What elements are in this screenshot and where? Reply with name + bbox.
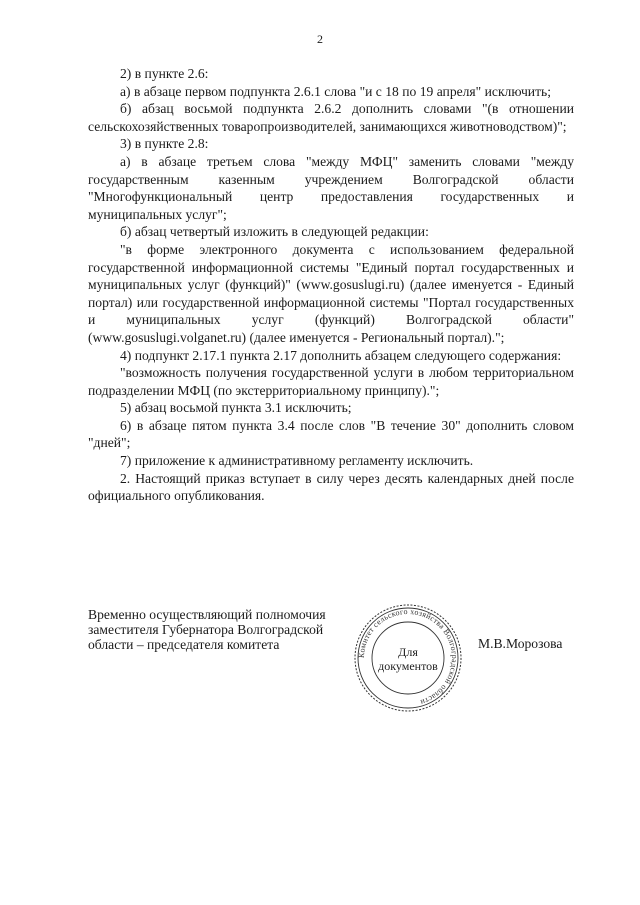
seal-center-text-2: документов (378, 659, 438, 673)
official-seal (352, 602, 464, 714)
seal-center-text-1: Для (398, 645, 418, 659)
signatory-position-line: заместителя Губернатора Волгоградской (88, 622, 324, 637)
paragraph: 5) абзац восьмой пункта 3.1 исключить; (120, 400, 352, 416)
paragraph: "в форме электронного документа с использованием федеральной государственной информационной системы "Единый портал государственных и муниципальных услуг (функций)" (www.gosuslugi.ru) (далее именуется - Единый портал) или государственной информационной системы "Портал государственных и муниципальных услуг (функций) Волгоградской области" (www.gosuslugi.volganet.ru) (далее именуется - Региональный портал)."; (88, 241, 574, 345)
signatory-position-line: Временно осуществляющий полномочия (88, 607, 326, 622)
paragraph: а) в абзаце первом подпункта 2.6.1 слова "и с 18 по 19 апреля" исключить; (120, 83, 551, 99)
signatory-position (88, 607, 378, 652)
paragraph: 2. Настоящий приказ вступает в силу через десять календарных дней после официального опубликования. (88, 470, 574, 504)
paragraph: 6) в абзаце пятом пункта 3.4 после слов "В течение 30" дополнить словом "дней"; (88, 417, 574, 451)
paragraph: б) абзац четвертый изложить в следующей редакции: (120, 224, 429, 240)
signatory-name: М.В.Морозова (478, 636, 563, 651)
paragraph: "возможность получения государственной услуги в любом территориальном подразделении МФЦ (по экстерриториальному принципу)."; (88, 365, 574, 398)
paragraph: 2) в пункте 2.6: (120, 66, 209, 81)
document-body (88, 65, 574, 505)
page-number: 2 (317, 32, 323, 46)
paragraph: а) в абзаце третьем слова "между МФЦ" заменить словами "между государственным казенным учреждением Волгоградской области "Многофункциональный центр предоставления государственных и муниципальных услуг"; (88, 153, 574, 222)
seal-ring-text: Комитет сельского хозяйства Волгоградской области (356, 606, 460, 708)
signatory-position-line: области – председателя комитета (88, 637, 280, 652)
paragraph: 7) приложение к административному регламенту исключить. (120, 453, 474, 469)
paragraph: б) абзац восьмой подпункта 2.6.2 дополнить словами "(в отношении сельскохозяйственных товаропроизводителей, занимающихся животноводством)"; (88, 101, 574, 134)
paragraph: 3) в пункте 2.8: (120, 136, 209, 152)
paragraph: 4) подпункт 2.17.1 пункта 2.17 дополнить абзацем следующего содержания: (120, 347, 562, 363)
